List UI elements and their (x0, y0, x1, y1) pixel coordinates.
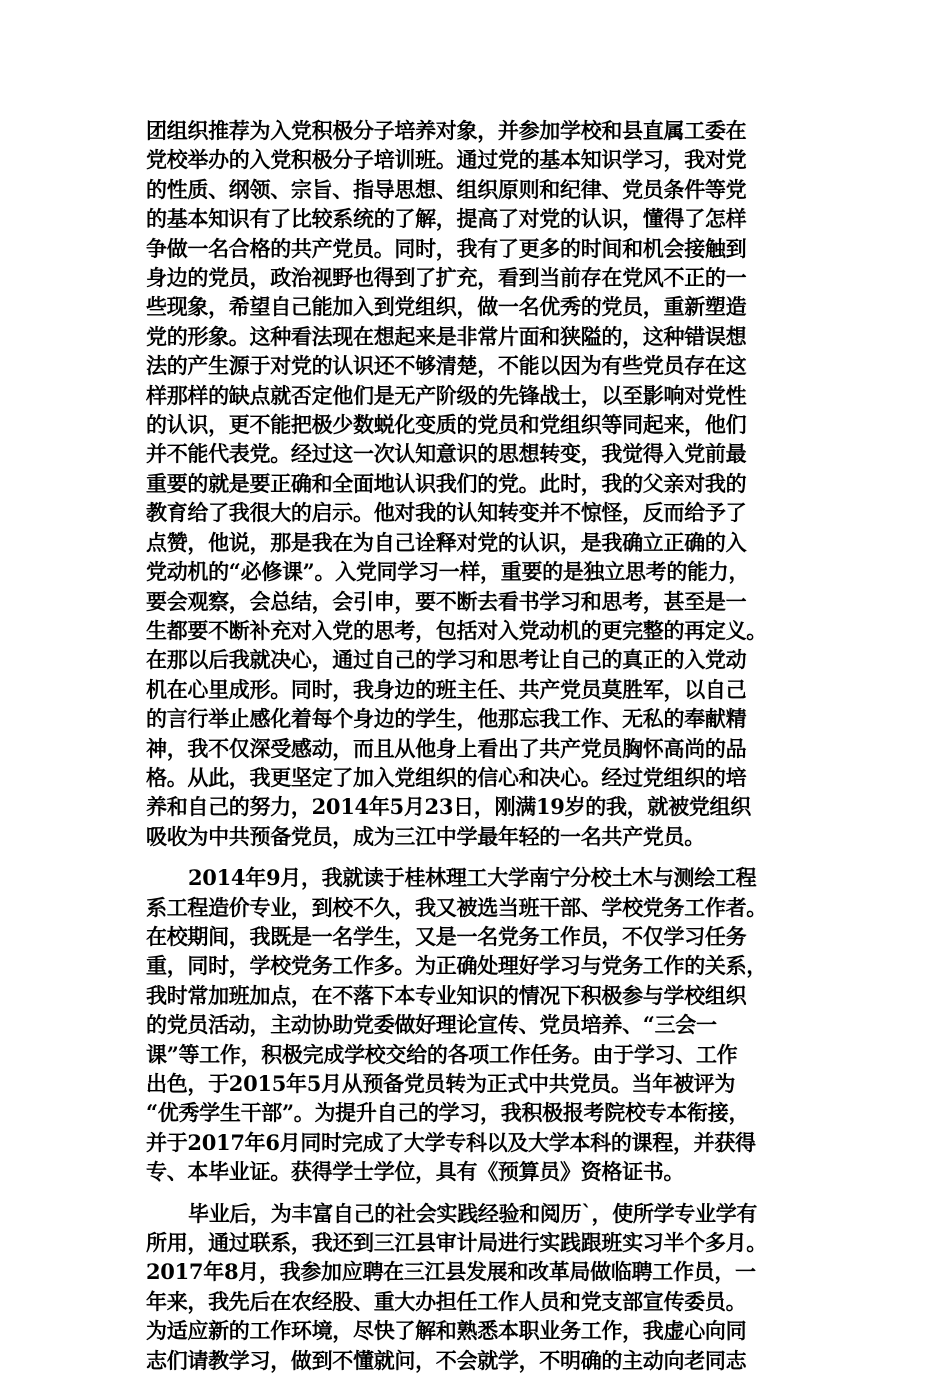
text-line: 出色，于2015年5月从预备党员转为正式中共党员。当年被评为 (146, 1071, 736, 1096)
text-line: 并于2017年6月同时完成了大学专科以及大学本科的课程，并获得 (146, 1129, 756, 1155)
paragraph-3 (146, 1199, 806, 1375)
text-line: 2017年8月，我参加应聘在三江县发展和改革局做临聘工作员，一 (146, 1259, 756, 1285)
text-line: 样那样的缺点就否定他们是无产阶级的先锋战士，以至影响对党性 (146, 382, 747, 408)
text-line: 2014年9月，我就读于桂林理工大学南宁分校土木与测绘工程 (188, 865, 757, 891)
text-line: 点赞，他说，那是我在为自己诠释对党的认识，是我确立正确的入 (146, 529, 747, 555)
text-line: 课”等工作，积极完成学校交给的各项工作任务。由于学习、工作 (146, 1041, 738, 1067)
text-line: 志们请教学习，做到不懂就问，不会就学，不明确的主动向老同志 (146, 1347, 747, 1373)
text-line: 党校举办的入党积极分子培训班。通过党的基本知识学习，我对党 (146, 147, 747, 173)
text-line: 党的形象。这种看法现在想起来是非常片面和狭隘的，这种错误想 (146, 323, 747, 349)
text-line: 吸收为中共预备党员，成为三江中学最年轻的一名共产党员。 (146, 823, 705, 849)
text-line: 并不能代表党。经过这一次认知意识的思想转变，我觉得入党前最 (146, 441, 747, 467)
text-line: 团组织推荐为入党积极分子培养对象，并参加学校和县直属工委在 (146, 118, 747, 143)
text-line: 机在心里成形。同时，我身边的班主任、共产党员莫胜军，以自己 (146, 676, 747, 702)
text-line: 年来，我先后在农经股、重大办担任工作人员和党支部宣传委员。 (146, 1288, 747, 1314)
text-line: 我时常加班加点，在不落下本专业知识的情况下积极参与学校组织 (146, 982, 747, 1008)
paragraph-1 (146, 116, 806, 851)
text-line: 的基本知识有了比较系统的了解，提高了对党的认识，懂得了怎样 (146, 206, 747, 232)
text-line: 的言行举止感化着每个身边的学生，他那忘我工作、无私的奉献精 (146, 706, 747, 732)
text-line: 为适应新的工作环境，尽快了解和熟悉本职业务工作，我虚心向同 (146, 1318, 747, 1344)
text-line: 法的产生源于对党的认识还不够清楚，不能以因为有些党员存在这 (146, 353, 747, 379)
text-line: 党动机的“必修课”。入党同学习一样，重要的是独立思考的能力， (146, 559, 750, 585)
text-line: 在校期间，我既是一名学生，又是一名党务工作员，不仅学习任务 (146, 923, 747, 949)
text-line: 身边的党员，政治视野也得到了扩充，看到当前存在党风不正的一 (146, 265, 747, 291)
text-line: 专、本毕业证。获得学士学位，具有《预算员》资格证书。 (146, 1159, 685, 1185)
paragraph-2 (146, 863, 806, 1186)
text-line: 生都要不断补充对入党的思考，包括对入党动机的更完整的再定义。 (146, 617, 767, 643)
text-line: 些现象，希望自己能加入到党组织，做一名优秀的党员，重新塑造 (146, 294, 747, 320)
text-line: 毕业后，为丰富自己的社会实践经验和阅历`，使所学专业学有 (188, 1200, 758, 1226)
text-line: 的党员活动，主动协助党委做好理论宣传、党员培养、“三会一 (146, 1012, 717, 1038)
text-line: 教育给了我很大的启示。他对我的认知转变并不惊怪，反而给予了 (146, 500, 747, 526)
text-line: 的性质、纲领、宗旨、指导思想、组织原则和纪律、党员条件等党 (146, 176, 747, 202)
text-line: 格。从此，我更坚定了加入党组织的信心和决心。经过党组织的培 (146, 764, 747, 790)
text-line: 在那以后我就决心，通过自己的学习和思考让自己的真正的入党动 (146, 647, 747, 673)
text-line: 争做一名合格的共产党员。同时，我有了更多的时间和机会接触到 (146, 235, 747, 261)
text-line: “优秀学生干部”。为提升自己的学习，我积极报考院校专本衔接， (146, 1100, 750, 1126)
text-line: 神，我不仅深受感动，而且从他身上看出了共产党员胸怀高尚的品 (146, 735, 747, 761)
text-line: 系工程造价专业，到校不久，我又被选当班干部、学校党务工作者。 (146, 894, 767, 920)
text-line: 要会观察，会总结，会引申，要不断去看书学习和思考，甚至是一 (146, 588, 747, 614)
text-line: 重，同时，学校党务工作多。为正确处理好学习与党务工作的关系， (146, 953, 767, 979)
text-line: 重要的就是要正确和全面地认识我们的党。此时，我的父亲对我的 (146, 470, 747, 496)
text-line: 所用，通过联系，我还到三江县审计局进行实践跟班实习半个多月。 (146, 1230, 767, 1256)
text-line: 养和自己的努力，2014年5月23日，刚满19岁的我，就被党组织 (146, 794, 751, 820)
text-line: 的认识，更不能把极少数蜕化变质的党员和党组织等同起来，他们 (146, 412, 747, 438)
document-body (146, 116, 806, 1387)
